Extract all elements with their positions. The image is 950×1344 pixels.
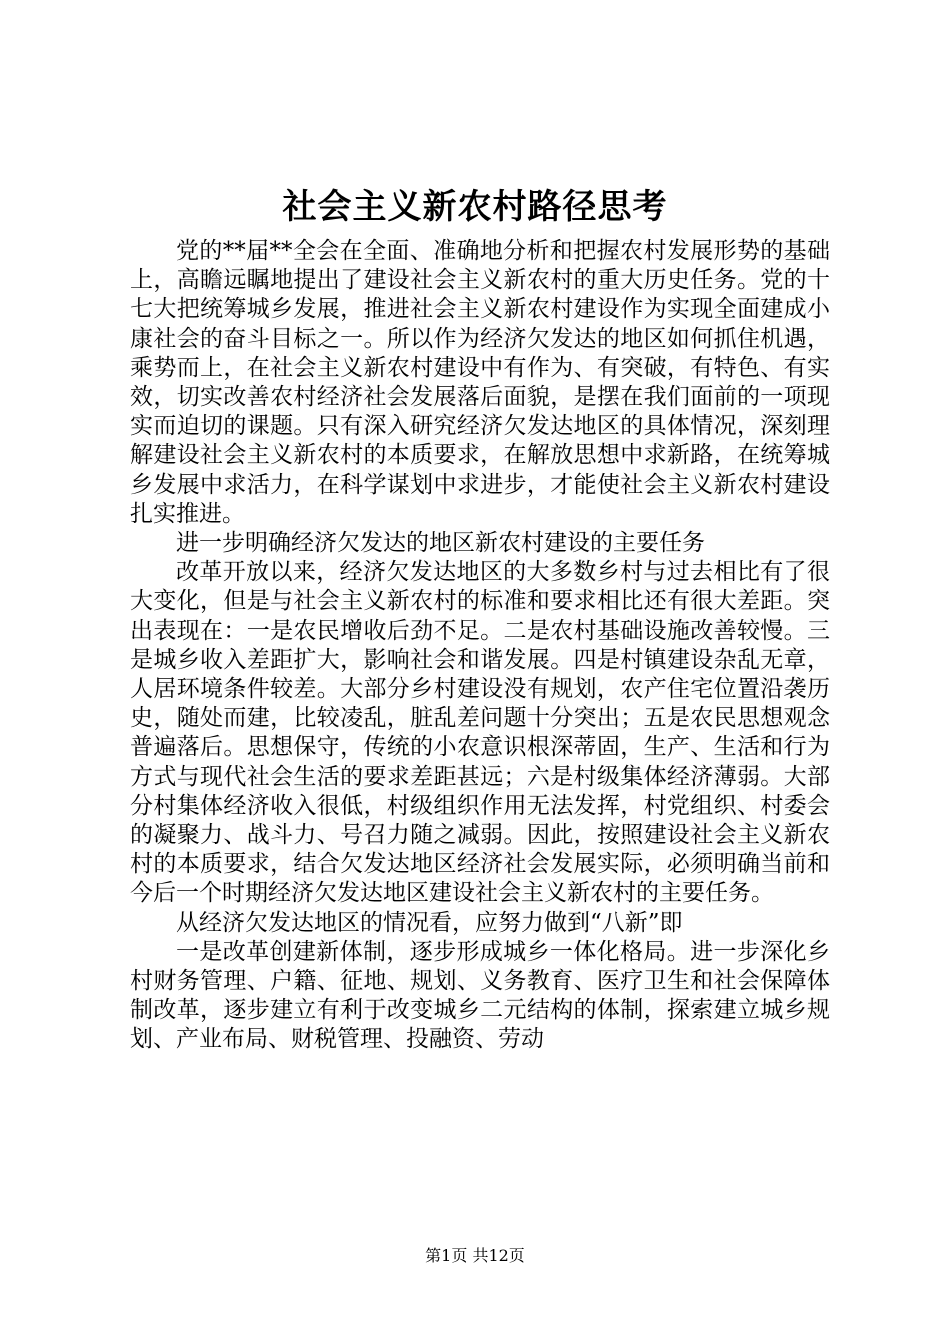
document-body — [130, 237, 830, 1055]
page-footer: 第1页 共12页 — [425, 1246, 525, 1265]
paragraph-first-task: 一是改革创建新体制，逐步形成城乡一体化格局。进一步深化乡村财务管理、户籍、征地、规划、义务教育、医疗卫生和社会保障体制改革，逐步建立有利于改变城乡二元结构的体制，探索建立城乡规划、产业布局、财税管理、投融资、劳动 — [130, 938, 830, 1053]
document-title: 社会主义新农村路径思考 — [282, 187, 668, 227]
paragraph-section-heading: 进一步明确经济欠发达的地区新农村建设的主要任务 — [176, 530, 705, 557]
paragraph-current-problems: 改革开放以来，经济欠发达地区的大多数乡村与过去相比有了很大变化，但是与社会主义新农村的标准和要求相比还有很大差距。突出表现在：一是农民增收后劲不足。二是农村基础设施改善较慢。三是城乡收入差距扩大，影响社会和谐发展。四是村镇建设杂乱无章，人居环境条件较差。大部分乡村建设没有规划，农产住宅位置沿袭历史，随处而建，比较凌乱，脏乱差问题十分突出；五是农民思想观念普遍落后。思想保守，传统的小农意识根深蒂固，生产、生活和行为方式与现代社会生活的要求差距甚远；六是村级集体经济薄弱。大部分村集体经济收入很低，村级组织作用无法发挥，村党组织、村委会的凝聚力、战斗力、号召力随之减弱。因此，按照建设社会主义新农村的本质要求，结合欠发达地区经济社会发展实际，必须明确当前和今后一个时期经济欠发达地区建设社会主义新农村的主要任务。 — [130, 559, 830, 907]
paragraph-intro: 党的**届**全会在全面、准确地分析和把握农村发展形势的基础上，高瞻远瞩地提出了建设社会主义新农村的重大历史任务。党的十七大把统筹城乡发展，推进社会主义新农村建设作为实现全面建成小康社会的奋斗目标之一。所以作为经济欠发达的地区如何抓住机遇，乘势而上，在社会主义新农村建设中有作为、有突破，有特色、有实效，切实改善农村经济社会发展落后面貌，是摆在我们面前的一项现实而迫切的课题。只有深入研究经济欠发达地区的具体情况，深刻理解建设社会主义新农村的本质要求，在解放思想中求新路，在统筹城乡发展中求活力，在科学谋划中求进步，才能使社会主义新农村建设扎实推进。 — [130, 238, 830, 527]
paragraph-eight-new-lead: 从经济欠发达地区的情况看，应努力做到“八新”即 — [176, 909, 683, 936]
